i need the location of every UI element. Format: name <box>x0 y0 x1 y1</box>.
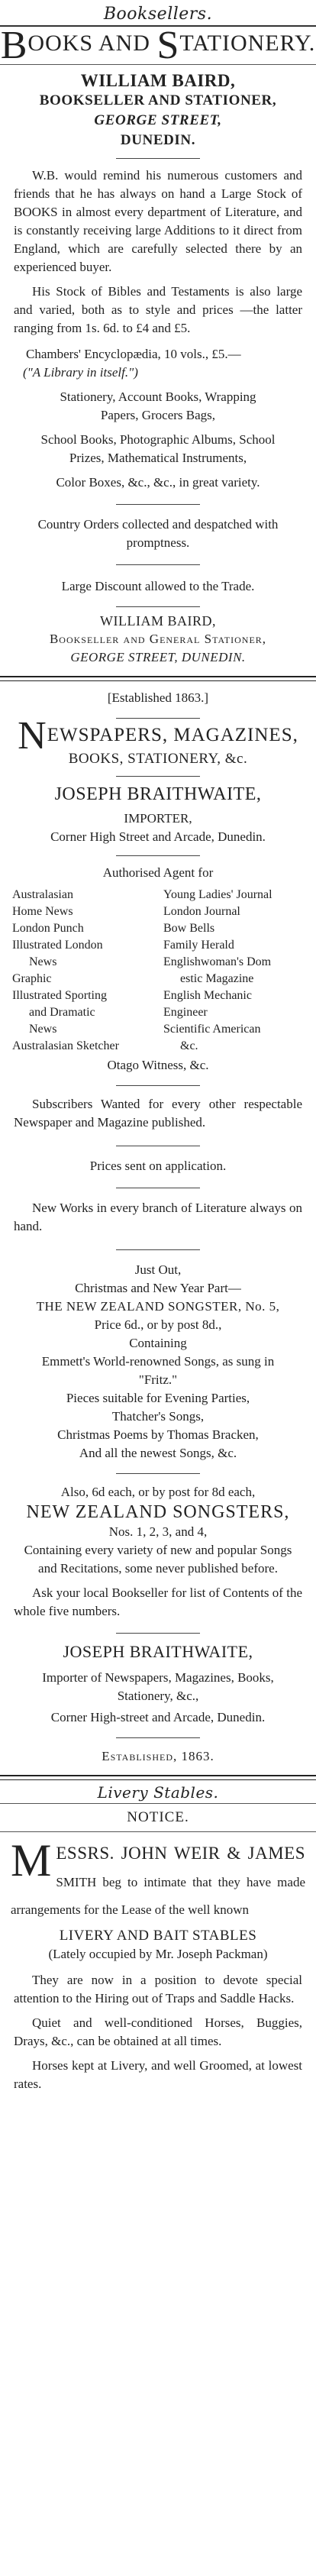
baird-signature-name: WILLIAM BAIRD, <box>100 613 216 629</box>
baird-line3: DUNEDIN. <box>120 132 196 148</box>
newest-songs: And all the newest Songs, &c. <box>79 1446 237 1460</box>
livery-rates: Horses kept at Livery, and well Groomed, at lowest rates. <box>14 2058 302 2091</box>
list-item: and Dramatic <box>29 1006 95 1019</box>
school-line1: School Books, Photographic Albums, School <box>40 432 276 447</box>
prices-line: Prices sent on application. <box>89 1159 227 1173</box>
livery-heading: Livery Stables. <box>97 1783 219 1802</box>
list-item: estic Magazine <box>180 972 254 985</box>
divider <box>116 718 200 719</box>
containing-every: Containing every variety of new and popular Songs and Recitations, some never published before. <box>24 1543 292 1576</box>
baird-signature-line1: Bookseller and General Stationer, <box>49 632 267 646</box>
list-item: Family Herald <box>163 939 234 952</box>
just-out: Just Out, <box>134 1262 182 1277</box>
stationery-line1: Stationery, Account Books, Wrapping <box>60 389 256 404</box>
livery-intro: M ESSRS. JOHN WEIR & JAMES SMITH beg to intimate that they have made arrangements for the Lease of the well known <box>11 1835 305 1917</box>
list-item: Scientific American <box>163 1023 261 1036</box>
new-works: New Works in every branch of Literature always on hand. <box>14 1201 302 1233</box>
list-item: Englishwoman's Dom <box>163 955 272 968</box>
list-item: Australasian <box>12 888 73 901</box>
divider <box>116 606 200 607</box>
discount-line: Large Discount allowed to the Trade. <box>61 579 255 593</box>
divider <box>116 855 200 856</box>
divider <box>0 1831 316 1832</box>
baird-line2: GEORGE STREET, <box>94 112 222 128</box>
otago-witness: Otago Witness, &c. <box>107 1058 209 1072</box>
songster-numbers: Nos. 1, 2, 3, and 4, <box>108 1524 208 1539</box>
braithwaite-address-2: Corner High-street and Arcade, Dunedin. <box>50 1710 266 1724</box>
chambers-line: Chambers' Encyclopædia, 10 vols., £5.— <box>26 347 241 361</box>
divider <box>116 1737 200 1738</box>
divider <box>116 1249 200 1250</box>
divider <box>116 1085 200 1086</box>
importer-description: Importer of Newspapers, Magazines, Books, Stationery, &c., <box>42 1670 274 1703</box>
established-tag: [Established 1863.] <box>107 690 209 705</box>
divider <box>0 1775 316 1780</box>
list-item: Graphic <box>12 972 52 985</box>
list-item: Engineer <box>163 1006 208 1019</box>
stationery-line2: Papers, Grocers Bags, <box>100 408 216 422</box>
list-item: &c. <box>180 1039 198 1052</box>
divider <box>116 504 200 505</box>
newspapers-title: NEWSPAPERS, MAGAZINES, <box>18 714 298 758</box>
chambers-quote: ("A Library in itself.") <box>23 365 138 380</box>
booksellers-heading: Booksellers. <box>103 5 213 24</box>
divider <box>116 158 200 159</box>
list-item: Young Ladies' Journal <box>163 888 272 901</box>
horses-para: Quiet and well-conditioned Horses, Buggies, Drays, &c., can be obtained at all times. <box>14 2015 302 2048</box>
divider <box>116 1633 200 1634</box>
agents-right-col <box>153 887 304 1055</box>
songster-price: Price 6d., or by post 8d., <box>94 1317 222 1332</box>
list-item: Illustrated Sporting <box>12 989 107 1002</box>
list-item: English Mechanic <box>163 989 252 1002</box>
hiring-para: They are now in a position to devote special attention to the Hiring out of Traps and Saddle Hacks. <box>14 1973 302 2006</box>
nz-songsters: NEW ZEALAND SONGSTERS, <box>26 1502 290 1522</box>
agents-list <box>12 887 304 1055</box>
braithwaite-role: IMPORTER, <box>124 811 192 826</box>
occupied-line: (Lately occupied by Mr. Joseph Packman) <box>48 1947 268 1961</box>
list-item: London Punch <box>12 922 84 935</box>
emmett-songs: Emmett's World-renowned Songs, as sung in "Fritz." <box>41 1354 275 1387</box>
thatcher-songs: Thatcher's Songs, <box>111 1409 205 1424</box>
divider <box>116 776 200 777</box>
livery-bait-stables: LIVERY AND BAIT STABLES <box>59 1928 257 1944</box>
baird-para2: His Stock of Bibles and Testaments is also large and varied, both as to style and prices —the latter ranging from 1s. 6d. to £4 and £5. <box>14 284 302 335</box>
braithwaite-name-2: JOSEPH BRAITHWAITE, <box>63 1642 253 1661</box>
songster-containing: Containing <box>129 1336 187 1350</box>
divider <box>116 1473 200 1474</box>
list-item: Bow Bells <box>163 922 215 935</box>
christmas-part: Christmas and New Year Part— <box>75 1281 241 1295</box>
list-item: News <box>29 955 57 968</box>
ask-bookseller: Ask your local Bookseller for list of Contents of the whole five numbers. <box>14 1585 302 1618</box>
books-stationery-title: BOOKS AND STATIONERY. <box>0 24 316 67</box>
baird-line1: BOOKSELLER AND STATIONER, <box>39 92 277 108</box>
songster-title: THE NEW ZEALAND SONGSTER, No. 5, <box>36 1299 280 1314</box>
established-1863: Established, 1863. <box>102 1749 214 1763</box>
country-orders: Country Orders collected and despatched with promptness. <box>37 517 279 550</box>
baird-signature-line2: GEORGE STREET, DUNEDIN. <box>70 650 246 664</box>
baird-para1: W.B. would remind his numerous customers and friends that he has always on hand a Large Stock of BOOKS in almost every department of Literature, and is constantly receiving large Additions to it direct from England, which are carefully selected there by an experienced buyer. <box>14 168 302 274</box>
divider <box>0 676 316 681</box>
list-item: Illustrated London <box>12 939 103 952</box>
color-line: Color Boxes, &c., &c., in great variety. <box>56 475 260 490</box>
agents-left-col <box>12 887 153 1055</box>
christmas-poems: Christmas Poems by Thomas Bracken, <box>57 1427 259 1442</box>
baird-name: WILLIAM BAIRD, <box>80 71 236 90</box>
school-line2: Prizes, Mathematical Instruments, <box>69 451 247 465</box>
divider <box>116 564 200 565</box>
list-item: Home News <box>12 905 73 918</box>
braithwaite-name: JOSEPH BRAITHWAITE, <box>54 784 262 804</box>
divider <box>0 1803 316 1804</box>
braithwaite-address: Corner High Street and Arcade, Dunedin. <box>50 829 266 844</box>
agent-heading: Authorised Agent for <box>102 865 214 880</box>
also-line: Also, 6d each, or by post for 8d each, <box>60 1485 256 1499</box>
list-item: News <box>29 1023 57 1036</box>
subscribers-wanted: Subscribers Wanted for every other respectable Newspaper and Magazine published. <box>14 1097 302 1130</box>
list-item: London Journal <box>163 905 240 918</box>
newspapers-subtitle: BOOKS, STATIONERY, &c. <box>68 751 248 767</box>
evening-parties: Pieces suitable for Evening Parties, <box>66 1391 250 1405</box>
list-item: Australasian Sketcher <box>12 1039 119 1052</box>
notice-heading: NOTICE. <box>127 1809 189 1825</box>
